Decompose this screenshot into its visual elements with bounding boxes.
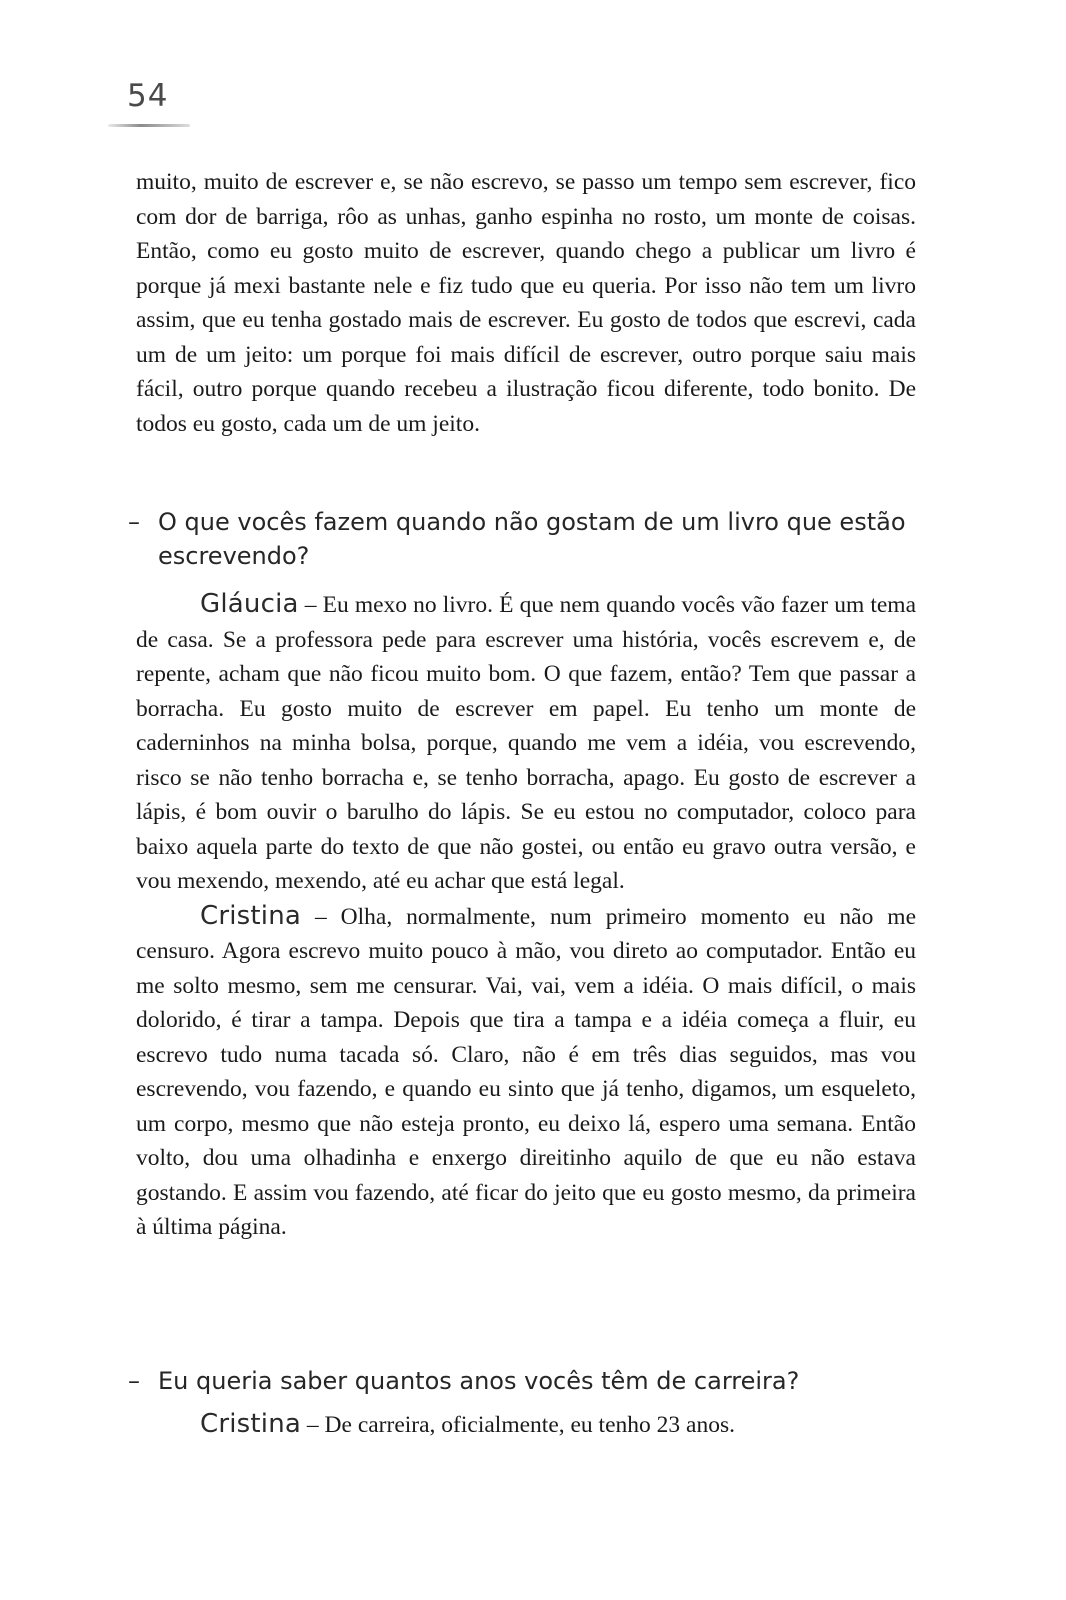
answer-text: – De carreira, oficialmente, eu tenho 23 anos. — [301, 1412, 735, 1438]
question-2 — [128, 1364, 928, 1398]
answer-block-2 — [136, 1407, 916, 1443]
speaker-name: Cristina — [200, 1409, 302, 1439]
answer-cristina — [136, 899, 916, 1245]
question-2-text: Eu queria saber quantos anos vocês têm de carreira? — [158, 1367, 800, 1395]
body-text-block — [136, 165, 916, 441]
speaker-name: Gláucia — [200, 589, 299, 619]
question-1 — [128, 505, 928, 573]
question-dash: – — [128, 1367, 140, 1395]
answer-text: – Eu mexo no livro. É que nem quando vocês vão fazer um tema de casa. Se a professora pede para escrever uma história, vocês escrevem e, de repente, acham que não ficou muito bom. O que fazem, então? Tem que passar a borracha. Eu gosto muito de escrever em papel. Eu tenho um monte de caderninhos na minha bolsa, porque, quando me vem a idéia, vou escrevendo, risco se não tenho borracha e, se tenho borracha, apago. Eu gosto de escrever a lápis, é bom ouvir o barulho do lápis. Se eu estou no computador, coloco para baixo aquela parte do texto de que não gostei, ou então eu gravo outra versão, e vou mexendo, mexendo, até eu achar que está legal. — [136, 592, 916, 894]
answer-block-1 — [136, 587, 916, 1245]
answer-glaucia — [136, 587, 916, 899]
paragraph-continuation: muito, muito de escrever e, se não escrevo, se passo um tempo sem escrever, fico com dor de barriga, rôo as unhas, ganho espinha no rosto, um monte de coisas. Então, como eu gosto muito de escrever, quando chego a publicar um livro é porque já mexi bastante nele e fiz tudo que eu queria. Por isso não tem um livro assim, que eu tenha gostado mais de escrever. Eu gosto de todos que escrevi, cada um de um jeito: um porque foi mais difícil de escrever, outro porque saiu mais fácil, outro porque quando recebeu a ilustração ficou diferente, todo bonito. De todos eu gosto, cada um de um jeito. — [136, 169, 916, 437]
answer-cristina-career — [136, 1407, 916, 1443]
question-dash: – — [128, 508, 140, 536]
page-number: 54 — [127, 78, 169, 114]
page-number-rule — [108, 124, 190, 127]
question-1-text: O que vocês fazem quando não gostam de um livro que estão escrevendo? — [158, 508, 906, 570]
answer-text: – Olha, normalmente, num primeiro momento eu não me censuro. Agora escrevo muito pouco à mão, vou direto ao computador. Então eu me solto mesmo, sem me censurar. Vai, vai, vem a idéia. O mais difícil, o mais dolorido, é tirar a tampa. Depois que tira a tampa e a idéia começa a fluir, eu escrevo tudo numa tacada só. Claro, não é em três dias seguidos, mas vou escrevendo, vou fazendo, e quando eu sinto que já tenho, digamos, um esqueleto, um corpo, mesmo que não esteja pronto, eu deixo lá, espero uma semana. Então volto, dou uma olhadinha e enxergo direitinho aquilo de que eu não estava gostando. E assim vou fazendo, até ficar do jeito que eu gosto mesmo, da primeira à última página. — [136, 903, 916, 1240]
speaker-name: Cristina — [200, 900, 302, 931]
